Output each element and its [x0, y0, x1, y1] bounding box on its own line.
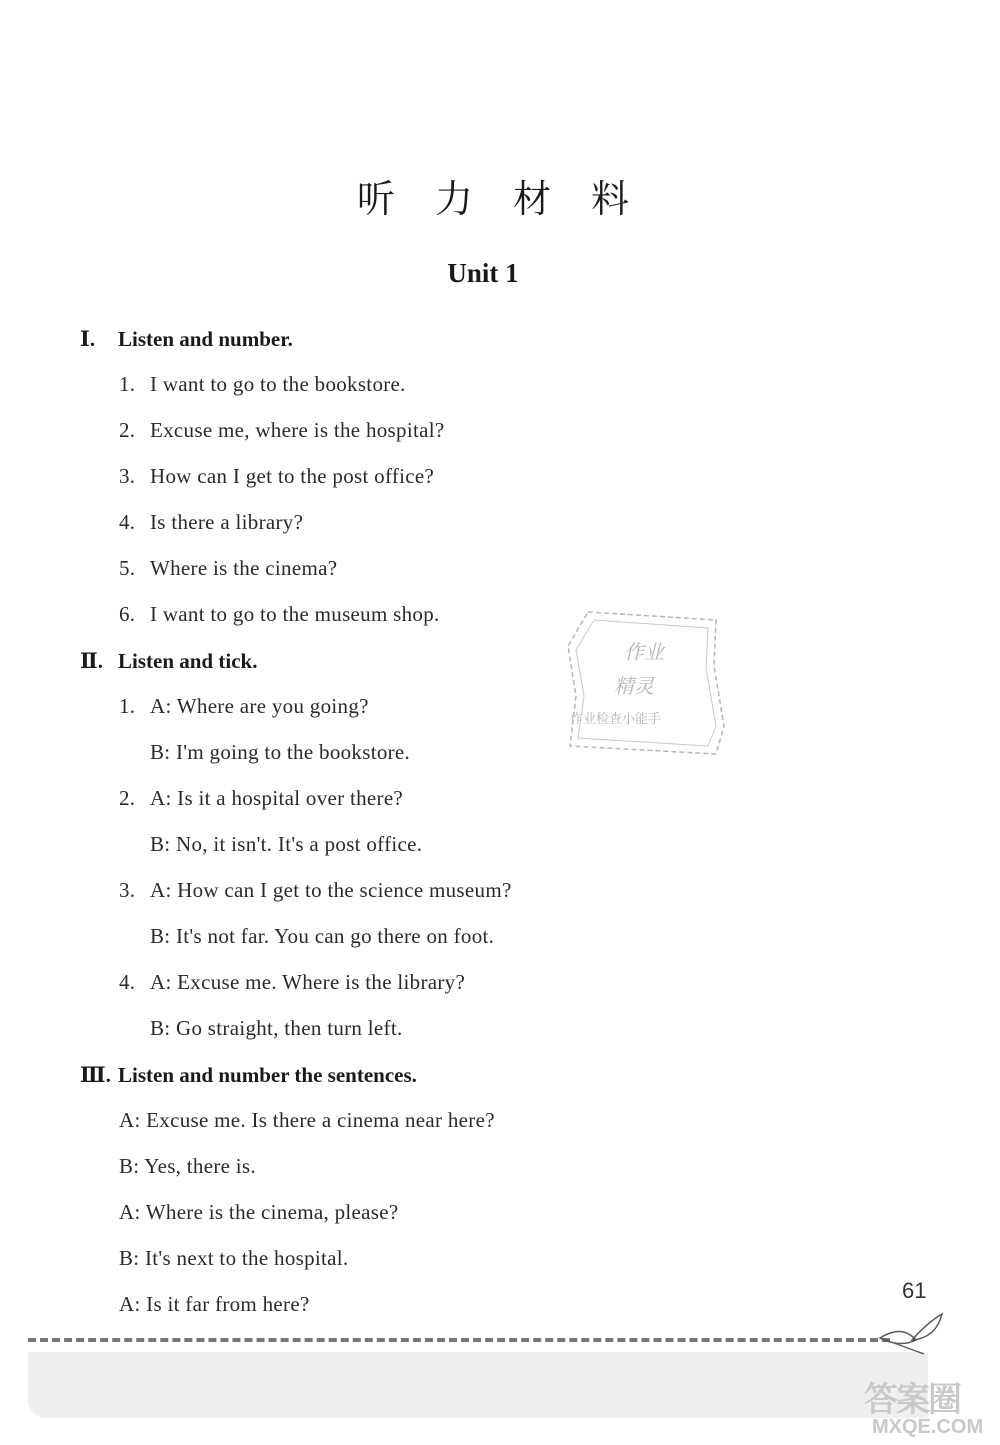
section-1-heading: [80, 326, 293, 352]
unit-heading: Unit 1: [447, 258, 519, 288]
dialog-line: A: Where is the cinema, please?: [119, 1200, 399, 1224]
stamp-line-1: 作业: [624, 640, 664, 664]
dialog-line-b: B: No, it isn't. It's a post office.: [150, 832, 423, 856]
dialog-line-b: B: Go straight, then turn left.: [150, 1016, 403, 1040]
page-title: 听 力 材 料: [356, 177, 644, 221]
site-watermark: [862, 1372, 994, 1442]
dialog-line-b: B: It's not far. You can go there on foot.: [150, 924, 495, 948]
section-2-heading: [80, 648, 257, 674]
dialog-line-a: 2. A: Is it a hospital over there?: [119, 786, 404, 810]
homework-stamp: [566, 606, 726, 758]
dialog-line-a: 4. A: Excuse me. Where is the library?: [119, 970, 466, 994]
section-3-title: Listen and number the sentences.: [118, 1063, 417, 1087]
section-2-numeral: Ⅱ.: [80, 649, 103, 673]
list-item: 2. Excuse me, where is the hospital?: [119, 418, 445, 442]
list-item: 6. I want to go to the museum shop.: [119, 602, 440, 626]
list-item: 1. I want to go to the bookstore.: [119, 372, 406, 396]
dialog-line-b: B: I'm going to the bookstore.: [150, 740, 411, 764]
dialog-line: A: Excuse me. Is there a cinema near here?: [119, 1108, 495, 1132]
dialog-line: A: Is it far from here?: [119, 1292, 310, 1316]
dialog-line-a: 3. A: How can I get to the science museum?: [119, 878, 512, 902]
section-2-title: Listen and tick.: [118, 649, 258, 673]
list-item: 5. Where is the cinema?: [119, 556, 338, 580]
watermark-site: MXQE.COM: [872, 1416, 984, 1438]
section-1-title: Listen and number.: [118, 327, 293, 351]
list-item: 4. Is there a library?: [119, 510, 304, 534]
footer-divider: [28, 1338, 890, 1342]
stamp-line-2: 精灵: [614, 674, 654, 698]
section-3-numeral: Ⅲ.: [80, 1063, 111, 1087]
dialog-line-a: 1. A: Where are you going?: [119, 694, 369, 718]
section-3-heading: [80, 1062, 417, 1088]
watermark-logo: 答案圈: [864, 1380, 960, 1420]
dialog-line: B: It's next to the hospital.: [119, 1246, 349, 1270]
section-1-numeral: Ⅰ.: [80, 327, 96, 351]
dialog-line: B: Yes, there is.: [119, 1154, 256, 1178]
page-number: 61: [902, 1278, 927, 1303]
footer-band: [28, 1352, 928, 1418]
leaf-decoration-icon: [872, 1304, 952, 1360]
list-item: 3. How can I get to the post office?: [119, 464, 435, 488]
stamp-line-3: 作业检查小能手: [570, 712, 662, 727]
